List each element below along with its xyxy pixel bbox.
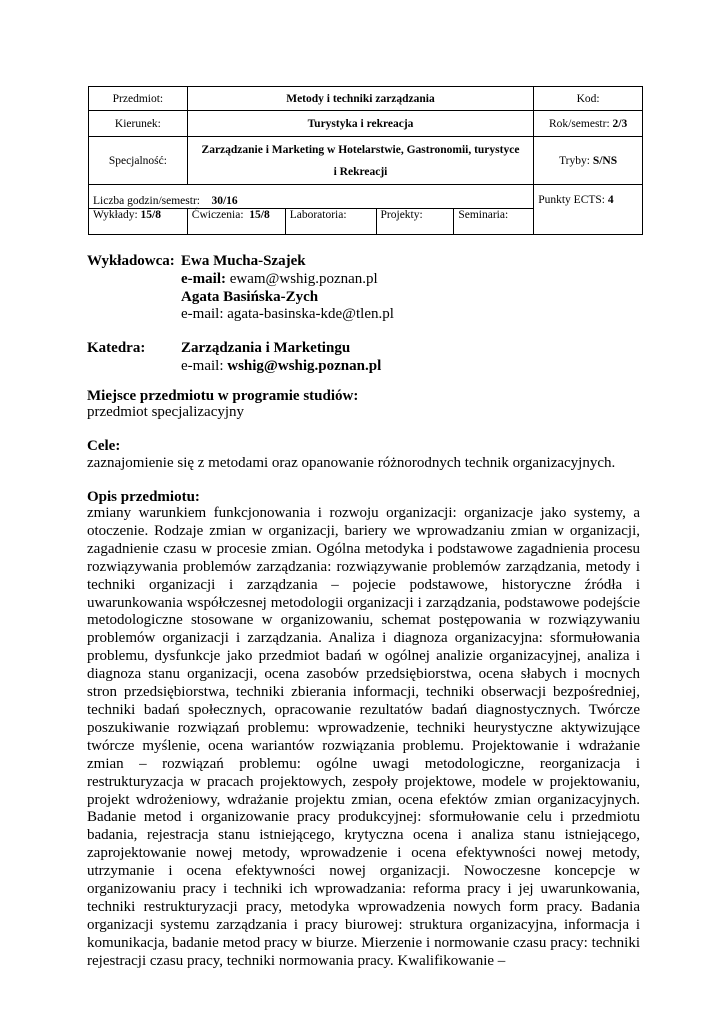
przedmiot-label-cell: Przedmiot: — [89, 87, 188, 111]
katedra-email: e-mail: wshig@wshig.poznan.pl — [181, 358, 382, 374]
opis-text: zmiany warunkiem funkcjonowania i rozwoju organizacji: organizacje jako systemy, a otoczenie. Rodzaje zmian w organizacji, bariery we wprowadzaniu zmian w organizacji, zagadnienie czasu w procesie zmian. Ogólna metodyka i podstawowe zagadnienia procesu rozwiązywania problemów zarządzania: rozwiązywanie problemów zarządzania, metody i techniki organizacji i zarządzania – pojecie podstawowe, historyczne źródła i uwarunkowania współczesnej metodologii organizacji i zarządzania, podstawowe podejście metodologiczne stosowane w organizowaniu, schemat postępowania w rozwiązywaniu problemów organizacji i zarządzania. Analiza i diagnoza organizacyjna: sformułowania problemu, dysfunkcje jako przedmiot badań w ogólnej analizie organizacyjnej, analiza i diagnoza stanu organizacji, ocena zasobów przedsiębiorstwa, ocena słabych i mocnych stron przedsiębiorstwa, techniki zbierania informacji, techniki obserwacji bezpośredniej, techniki badań społecznych, opracowanie rezultatów badań diagnostycznych. Twórcze poszukiwanie rozwiązań problemu: wprowadzenie, techniki heurystyczne aktywizujące twórcze myślenie, ocena wariantów rozwiązania problemu. Projektowanie i wdrażanie zmian – rozwiązań problemu: ogólne uwagi metodologiczne, reorganizacja i restrukturyzacja w pracach projektowych, zespoły projektowe, modele w projektowaniu, projekt wdrożeniowy, wdrażanie projektu zmian, ocena efektów zmian organizacyjnych. Badanie metod i organizowanie pracy produkcyjnej: sformułowanie celu i przedmiotu badania, rejestracja stanu istniejącego, krytyczna ocena i analiza stanu istniejącego, zaprojektowanie nowej metody, wprowadzenie i ocena efektywności nowej metody, utrzymanie i ocena efektywności nowej organizacji. Nowoczesne koncepcje w organizowaniu pracy i techniki ich wprowadzania: reforma pracy i jej uwarunkowania, techniki restrukturyzacji pracy, metodyka wprowadzenia nowych form pracy. Badania organizacji systemu zarządzania i pracy biurowej: struktura organizacyjna, informacja i komunikacja, badanie metod pracy w biurze. Mierzenie i normowanie czasu pracy: techniki rejestracji czasu pracy, techniki normowania pracy. Kwalifikowanie – — [87, 505, 640, 969]
lecturer-email-2[interactable]: e-mail: agata-basinska-kde@tlen.pl — [181, 306, 394, 322]
liczba-godzin-cell: Liczba godzin/semestr: 30/16 — [89, 185, 534, 209]
lecturer-email-1-link[interactable]: ewam@wshig.poznan.pl — [229, 271, 378, 287]
cele-text: zaznajomienie się z metodami oraz opanowanie różnorodnych technik organizacyjnych. — [87, 455, 616, 471]
kod-cell: Kod: — [534, 87, 643, 111]
katedra-email-link[interactable]: wshig@wshig.poznan.pl — [227, 358, 382, 374]
kierunek-label-cell: Kierunek: — [89, 111, 188, 137]
lecturer-name-2: Agata Basińska-Zych — [181, 289, 319, 305]
specjalnosc-label-cell: Specjalność: — [89, 137, 188, 185]
rok-semestr-cell: Rok/semestr: 2/3 — [534, 111, 643, 137]
laboratoria-cell: Laboratoria: — [285, 209, 376, 235]
course-info-table — [88, 86, 643, 235]
miejsce-heading: Miejsce przedmiotu w programie studiów: — [87, 388, 359, 404]
przedmiot-value-cell: Metody i techniki zarządzania — [187, 87, 533, 111]
kierunek-value-cell: Turystyka i rekreacja — [187, 111, 533, 137]
seminaria-cell: Seminaria: — [454, 209, 534, 235]
katedra-label: Katedra: — [87, 340, 146, 356]
tryby-cell: Tryby: S/NS — [534, 137, 643, 185]
ects-cell: Punkty ECTS: 4 — [534, 185, 643, 235]
lecturer-email-1: e-mail: ewam@wshig.poznan.pl — [181, 271, 378, 287]
specjalnosc-line-2: i Rekreacji — [333, 165, 388, 178]
wyklady-cell: Wykłady: 15/8 — [89, 209, 188, 235]
katedra-name: Zarządzania i Marketingu — [181, 340, 351, 356]
specjalnosc-line-1: Zarządzanie i Marketing w Hotelarstwie, Gastronomii, turystyce — [201, 143, 520, 156]
specjalnosc-value-cell — [187, 137, 533, 185]
wykladowca-label: Wykładowca: — [87, 253, 175, 269]
cele-heading: Cele: — [87, 438, 121, 454]
opis-heading: Opis przedmiotu: — [87, 489, 200, 505]
cwiczenia-cell: Ćwiczenia: 15/8 — [187, 209, 285, 235]
lecturer-name-1: Ewa Mucha-Szajek — [181, 253, 306, 269]
miejsce-text: przedmiot specjalizacyjny — [87, 404, 245, 420]
projekty-cell: Projekty: — [376, 209, 454, 235]
